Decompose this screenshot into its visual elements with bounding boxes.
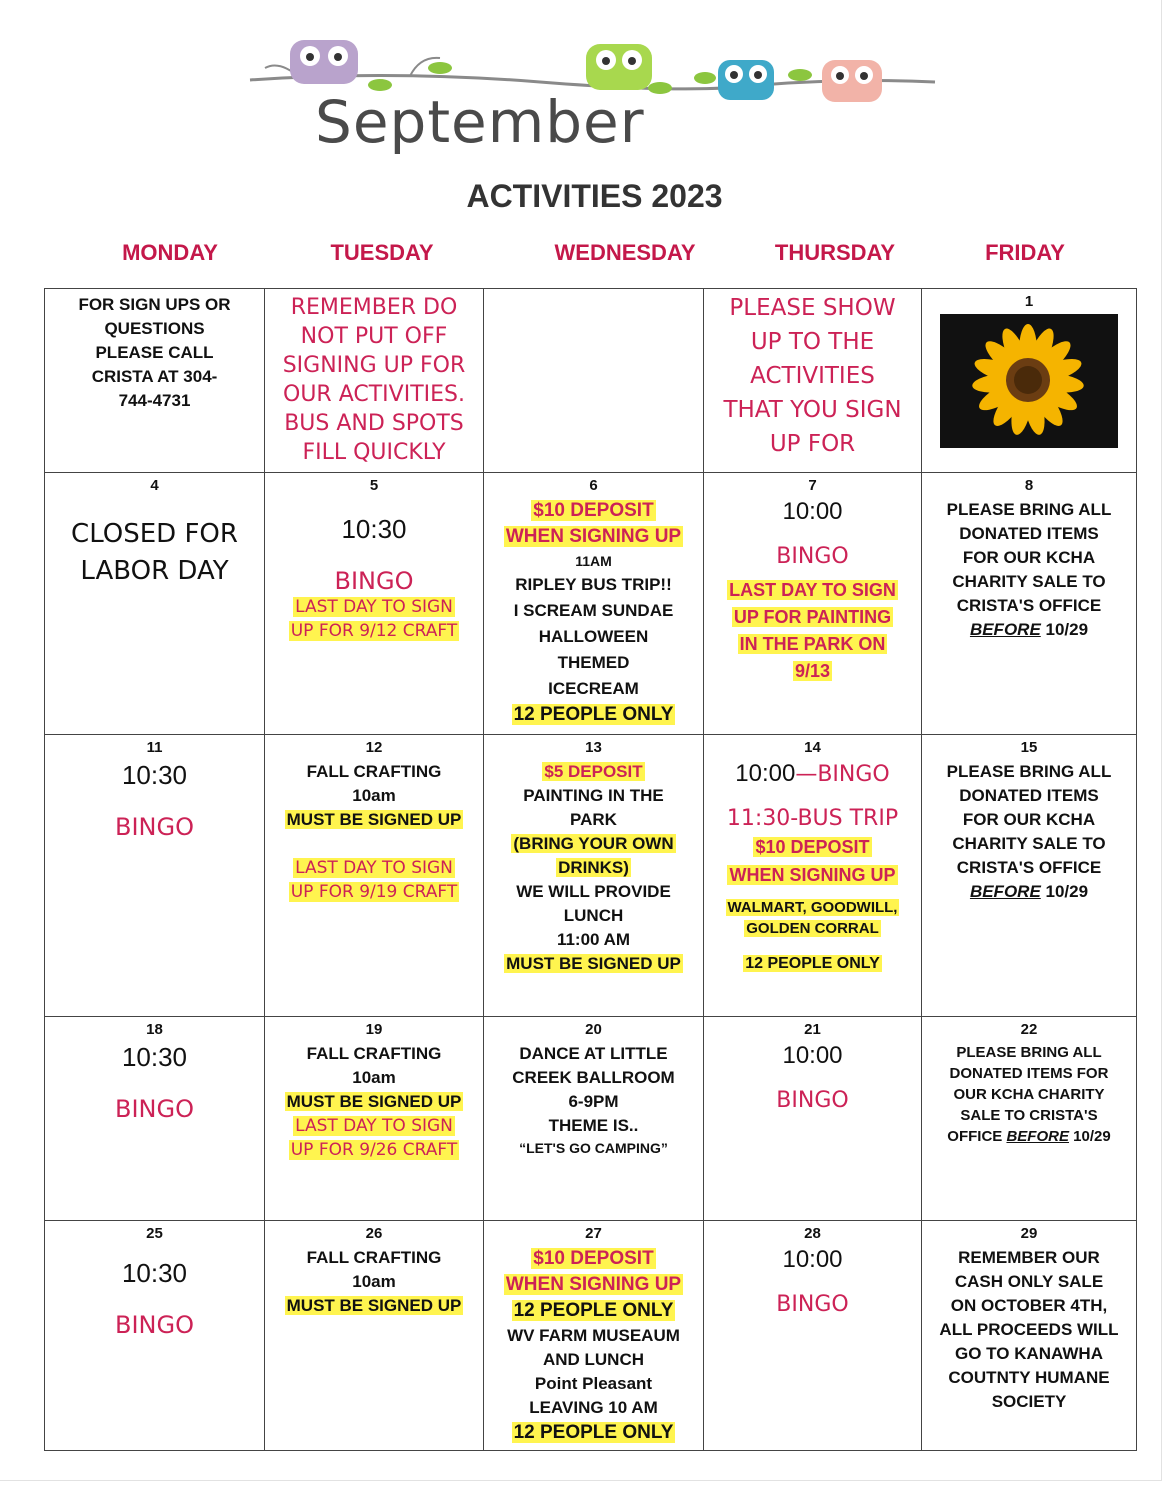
cell-text: MUST BE SIGNED UP [286,1296,462,1315]
day-number: 6 [589,477,598,494]
event-title: BINGO [334,567,414,595]
cell-text: UP FOR [769,431,856,457]
calendar-week [45,1017,1137,1221]
cell-text: FOR OUR KCHA [962,548,1096,567]
event-time: 10:30 [121,1042,188,1072]
cell-text: 11AM [575,553,612,569]
cell-text: 12 PEOPLE ONLY [513,1422,674,1443]
event-title: BINGO [115,1095,194,1123]
cell-text: 9/13 [794,661,831,681]
day-header-thursday: THURSDAY [774,240,896,265]
calendar-cell [45,473,265,735]
cell-text: FALL CRAFTING [306,1044,442,1063]
calendar-cell [704,1017,922,1221]
day-number: 26 [365,1225,383,1242]
event-time: 10:00 [782,1246,843,1273]
cell-text: 744-4731 [118,391,191,410]
cell-text: LAST DAY TO SIGN [729,580,896,600]
cell-text: PLEASE CALL [95,343,214,362]
event-time: 10:00 [735,760,796,787]
calendar-cell-empty [484,289,704,473]
cell-text: FOR SIGN UPS OR [78,295,231,314]
calendar-cell [922,1017,1137,1221]
calendar-cell [484,1221,704,1451]
calendar-cell [922,473,1137,735]
cell-text: THEMED [557,653,630,672]
calendar-cell [704,289,922,473]
cell-text: LUNCH [563,906,624,925]
cell-text: IN THE PARK ON [739,634,886,654]
calendar-cell [484,735,704,1017]
cell-text: CRISTA AT 304- [91,367,218,386]
day-number: 11 [146,739,163,756]
event-time: 10:30 [121,760,188,790]
event-time: 10:00 [782,498,843,525]
cell-text: 10am [352,786,396,805]
day-number: 29 [1020,1225,1038,1242]
day-number: 13 [585,739,602,756]
cell-text: FALL CRAFTING [306,1248,442,1267]
cell-text: 12 PEOPLE ONLY [513,1300,674,1321]
sunflower-image [940,314,1118,448]
cell-text: HALLOWEEN [538,627,649,646]
day-number: 8 [1024,477,1034,494]
cell-text: THAT YOU SIGN [723,397,902,423]
cell-text: ACTIVITIES [750,363,875,389]
day-number: 20 [585,1021,602,1038]
calendar-cell [265,735,484,1017]
cell-text: PLEASE BRING ALL [946,500,1112,519]
event-title: —BINGO [795,762,890,787]
calendar-cell [922,289,1137,473]
calendar-grid [44,288,1137,1451]
cell-text: GO TO KANAWHA [955,1344,1103,1363]
calendar-cell [265,1017,484,1221]
cell-text: LAST DAY TO SIGN [295,858,453,878]
cell-text: ICECREAM [548,679,639,698]
cell-text: 11:30-BUS TRIP [726,806,899,831]
cell-text: DRINKS) [558,858,629,877]
event-time: 10:30 [341,514,407,544]
event-time: 10:00 [782,1042,843,1069]
cell-text: 10am [352,1272,396,1291]
cell-text: WHEN SIGNING UP [729,865,896,885]
month-title: September [315,88,645,156]
day-number: 4 [150,477,159,494]
cell-text: DONATED ITEMS [959,524,1099,543]
event-title: BINGO [115,813,194,841]
owl-icon [586,44,652,90]
cell-text: AND LUNCH [542,1350,645,1369]
cell-text: OUR KCHA CHARITY [953,1086,1105,1103]
cell-text: CLOSED FOR [71,519,238,549]
cell-text: CHARITY SALE TO [952,834,1106,853]
cell-text: 10/29 [1045,620,1089,639]
cell-text: NOT PUT OFF [300,324,448,349]
cell-text: PAINTING IN THE [523,786,664,805]
cell-text: WV FARM MUSEAUM [507,1326,680,1345]
cell-text: UP FOR 9/26 CRAFT [290,1140,458,1160]
calendar-week [45,289,1137,473]
cell-text: PARK [570,810,617,829]
owl-icon [290,40,358,84]
day-number: 28 [804,1225,821,1242]
calendar-week [45,473,1137,735]
day-number: 12 [365,739,383,756]
calendar-cell [484,1017,704,1221]
calendar-cell [484,473,704,735]
cell-text: $5 DEPOSIT [544,762,643,781]
page-subtitle: ACTIVITIES 2023 [466,178,723,214]
cell-text: WALMART, GOODWILL, [727,899,898,916]
day-number: 7 [808,477,817,494]
cell-text: DONATED ITEMS FOR [949,1065,1109,1082]
cell-text: $10 DEPOSIT [533,500,654,521]
cell-text: UP FOR PAINTING [733,607,892,627]
cell-text: $10 DEPOSIT [755,837,870,857]
cell-text: FALL CRAFTING [306,762,442,781]
cell-text: ALL PROCEEDS WILL [939,1320,1119,1339]
cell-text: REMEMBER OUR [958,1248,1100,1267]
calendar-cell [704,473,922,735]
day-number: 21 [804,1021,821,1038]
event-title: BINGO [776,1292,849,1317]
cell-text: LEAVING 10 AM [529,1398,658,1417]
calendar-cell [45,289,265,473]
calendar-cell [265,289,484,473]
cell-text: CREEK BALLROOM [512,1068,675,1087]
calendar-cell [704,735,922,1017]
cell-text: PLEASE SHOW [729,295,896,321]
cell-text: BEFORE [969,882,1041,901]
calendar-cell [45,1221,265,1451]
cell-text: BUS AND SPOTS [284,411,464,436]
day-number: 18 [146,1021,163,1038]
cell-text: 11:00 AM [556,930,631,949]
cell-text: (BRING YOUR OWN [513,834,674,853]
calendar-cell [922,1221,1137,1451]
day-header-wednesday: WEDNESDAY [554,240,696,265]
cell-text: LAST DAY TO SIGN [295,597,453,617]
event-title: BINGO [776,544,849,569]
cell-text: MUST BE SIGNED UP [286,810,462,829]
cell-text: OUR ACTIVITIES. [283,382,465,407]
cell-text: COUTNTY HUMANE [948,1368,1110,1387]
cell-text: BEFORE [969,620,1041,639]
cell-text: DONATED ITEMS [959,786,1099,805]
cell-text: 10/29 [1073,1128,1111,1145]
cell-text: SIGNING UP FOR [282,353,466,378]
cell-text: UP TO THE [750,329,875,355]
calendar-cell [922,735,1137,1017]
cell-text: SOCIETY [991,1392,1067,1411]
event-time: 10:30 [121,1258,188,1288]
cell-text: 10am [352,1068,396,1087]
cell-text: BEFORE [1006,1128,1069,1145]
cell-text: 12 PEOPLE ONLY [513,704,674,725]
cell-text: FOR OUR KCHA [962,810,1096,829]
cell-text: REMEMBER DO [290,295,458,320]
cell-text: QUESTIONS [104,319,205,338]
calendar-cell [45,735,265,1017]
cell-text: PLEASE BRING ALL [946,762,1112,781]
cell-text: WHEN SIGNING UP [505,1274,682,1295]
cell-text: 12 PEOPLE ONLY [745,955,880,972]
calendar-week [45,1221,1137,1451]
cell-text: OFFICE [947,1128,1003,1145]
day-header-friday: FRIDAY [985,240,1065,265]
cell-text: MUST BE SIGNED UP [286,1092,462,1111]
cell-text: GOLDEN CORRAL [746,920,879,937]
calendar-cell [45,1017,265,1221]
calendar-cell [265,473,484,735]
cell-text: 10/29 [1045,882,1089,901]
day-header-monday: MONDAY [122,240,218,265]
day-number: 25 [146,1225,163,1242]
cell-text: DANCE AT LITTLE [519,1044,668,1063]
cell-text: WHEN SIGNING UP [505,526,682,547]
cell-text: ON OCTOBER 4TH, [950,1296,1108,1315]
cell-text: “LET'S GO CAMPING” [519,1140,668,1156]
cell-text: RIPLEY BUS TRIP!! [515,575,672,594]
calendar-week [45,735,1137,1017]
cell-text: SALE TO CRISTA'S [960,1107,1098,1124]
cell-text: CRISTA'S OFFICE [956,596,1102,615]
cell-text: FILL QUICKLY [302,440,446,465]
day-number: 5 [369,477,379,494]
cell-text: 6-9PM [568,1092,619,1111]
cell-text: LABOR DAY [80,556,229,586]
cell-text: THEME IS.. [548,1116,639,1135]
day-number: 14 [804,739,821,756]
cell-text: CRISTA'S OFFICE [956,858,1102,877]
cell-text: MUST BE SIGNED UP [506,954,681,973]
day-number: 19 [365,1021,383,1038]
cell-text: LAST DAY TO SIGN [295,1116,453,1136]
cell-text: UP FOR 9/12 CRAFT [290,621,458,641]
calendar-cell [704,1221,922,1451]
day-number: 22 [1020,1021,1038,1038]
cell-text: $10 DEPOSIT [533,1248,654,1269]
cell-text: CHARITY SALE TO [952,572,1106,591]
day-number: 1 [1024,293,1034,310]
day-number: 15 [1020,739,1038,756]
cell-text: I SCREAM SUNDAE [513,601,674,620]
event-title: BINGO [115,1311,194,1339]
cell-text: Point Pleasant [534,1374,653,1393]
cell-text: PLEASE BRING ALL [956,1044,1102,1061]
cell-text: UP FOR 9/19 CRAFT [290,882,458,902]
cell-text: WE WILL PROVIDE [516,882,671,901]
event-title: BINGO [776,1088,849,1113]
day-header-tuesday: TUESDAY [330,240,434,265]
day-number: 27 [585,1225,602,1242]
calendar-cell [265,1221,484,1451]
cell-text: CASH ONLY SALE [954,1272,1104,1291]
